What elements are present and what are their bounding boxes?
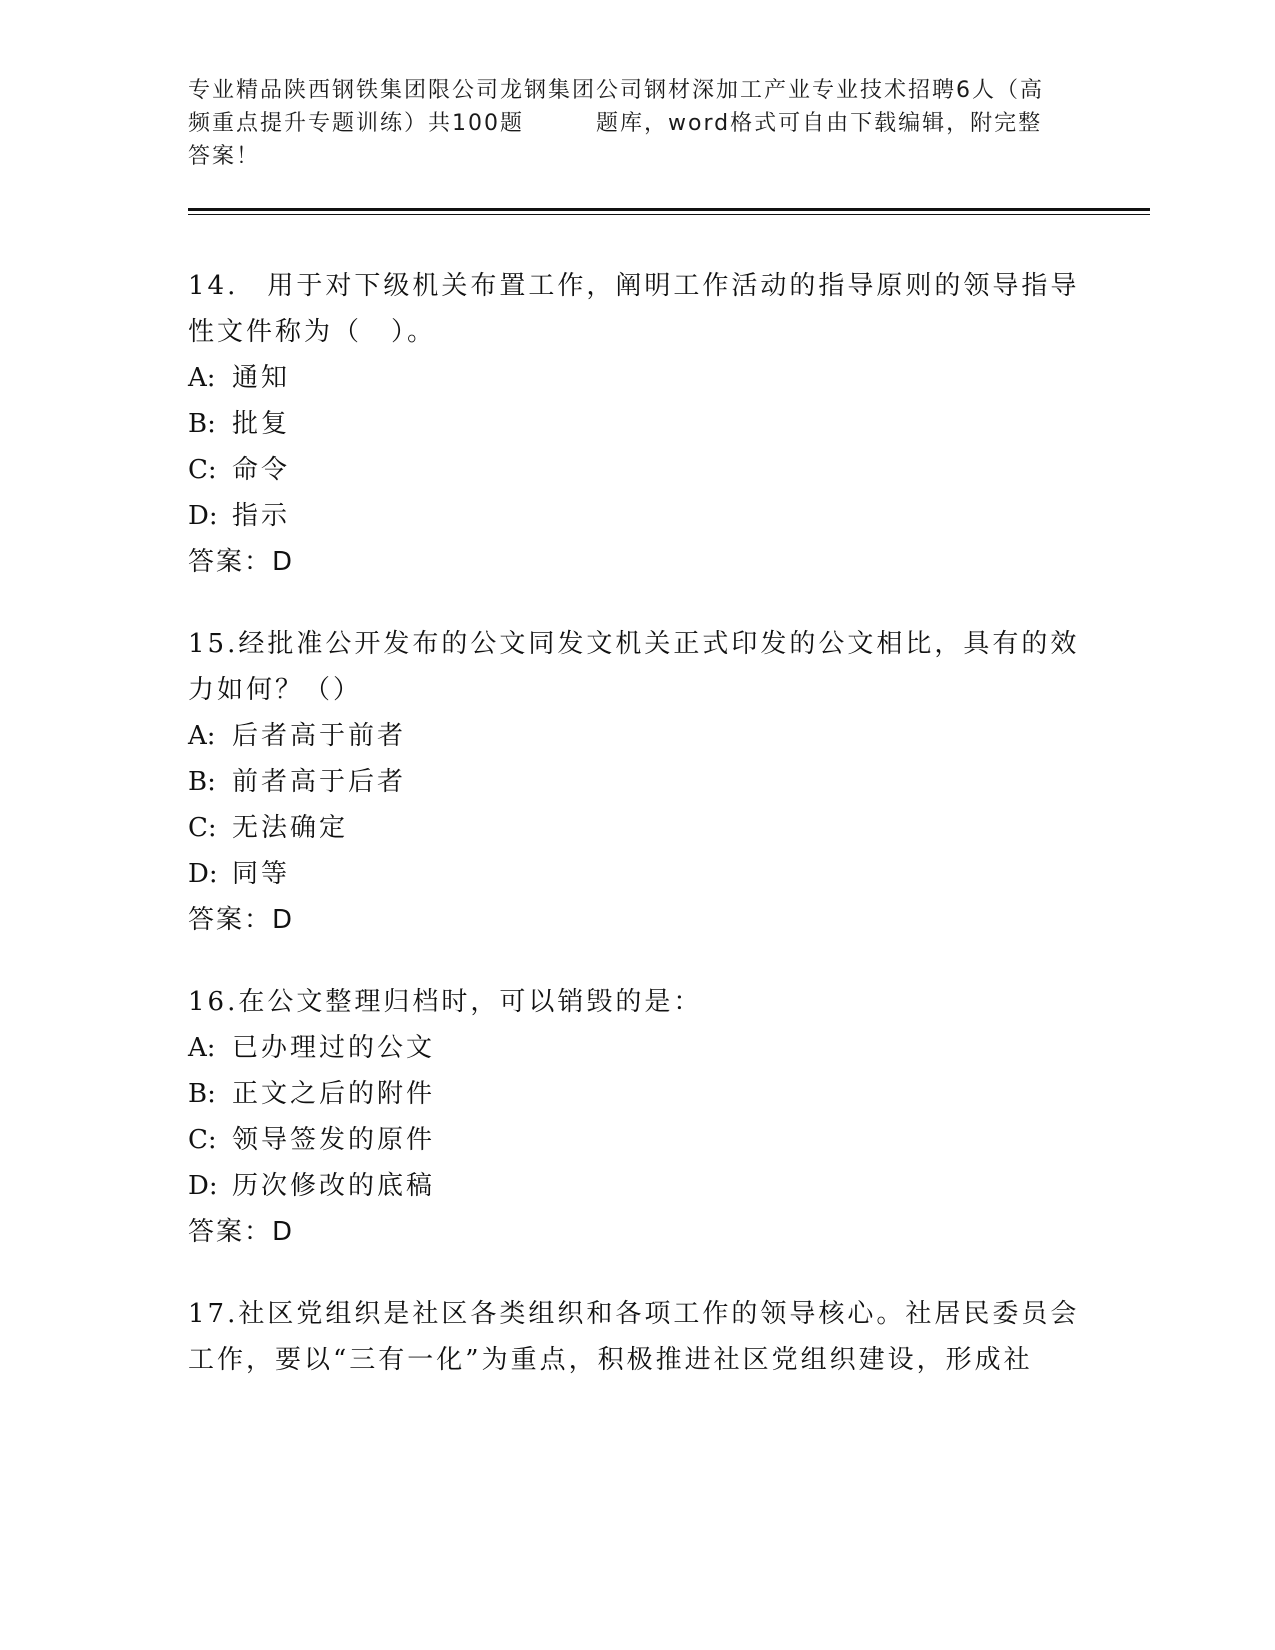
option-key: C: xyxy=(188,455,217,485)
option-key: B: xyxy=(188,409,216,439)
option-key: D: xyxy=(188,1171,218,1201)
option-text: 领导签发的原件 xyxy=(232,1125,436,1155)
option-c xyxy=(188,447,1088,493)
answer-line: 答案：D xyxy=(188,905,295,935)
option-b xyxy=(188,759,1088,805)
answer-line: 答案：D xyxy=(188,1217,295,1247)
option-a xyxy=(188,1025,1088,1071)
header-line-3: 答案！ xyxy=(188,144,261,169)
question-16 xyxy=(188,979,1088,1255)
option-key: A: xyxy=(188,363,216,393)
header-divider-thin xyxy=(188,214,1150,215)
option-text: 已办理过的公文 xyxy=(232,1033,436,1063)
option-key: D: xyxy=(188,501,218,531)
option-d xyxy=(188,493,1088,539)
option-b xyxy=(188,401,1088,447)
option-key: B: xyxy=(188,1079,216,1109)
header-line-1: 专业精品陕西钢铁集团限公司龙钢集团公司钢材深加工产业专业技术招聘6人（高 xyxy=(188,78,1044,103)
header-line-2: 频重点提升专题训练）共100题 题库，word格式可自由下载编辑，附完整 xyxy=(188,111,1043,136)
option-text: 命令 xyxy=(232,455,291,485)
option-key: A: xyxy=(188,721,216,751)
option-a xyxy=(188,713,1088,759)
header-divider-thick xyxy=(188,208,1150,211)
option-c xyxy=(188,805,1088,851)
question-15 xyxy=(188,621,1088,943)
question-list xyxy=(188,263,1088,1419)
question-17 xyxy=(188,1291,1088,1383)
option-text: 同等 xyxy=(232,859,291,889)
option-text: 通知 xyxy=(232,363,291,393)
option-text: 批复 xyxy=(232,409,291,439)
option-text: 无法确定 xyxy=(232,813,349,843)
question-stem: 16.在公文整理归档时，可以销毁的是： xyxy=(188,987,703,1017)
answer-line: 答案：D xyxy=(188,547,295,577)
option-text: 后者高于前者 xyxy=(232,721,407,751)
option-key: C: xyxy=(188,1125,217,1155)
question-14 xyxy=(188,263,1088,585)
option-text: 历次修改的底稿 xyxy=(232,1171,436,1201)
option-key: A: xyxy=(188,1033,216,1063)
option-text: 前者高于后者 xyxy=(232,767,407,797)
question-stem: 15.经批准公开发布的公文同发文机关正式印发的公文相比，具有的效力如何？（） xyxy=(188,629,1080,705)
option-text: 正文之后的附件 xyxy=(232,1079,436,1109)
option-key: C: xyxy=(188,813,217,843)
option-key: B: xyxy=(188,767,216,797)
option-a xyxy=(188,355,1088,401)
question-stem: 17.社区党组织是社区各类组织和各项工作的领导核心。社居民委员会工作，要以“三有一化”为重点，积极推进社区党组织建设，形成社 xyxy=(188,1299,1080,1375)
option-d xyxy=(188,1163,1088,1209)
option-d xyxy=(188,851,1088,897)
option-c xyxy=(188,1117,1088,1163)
option-b xyxy=(188,1071,1088,1117)
option-text: 指示 xyxy=(232,501,291,531)
option-key: D: xyxy=(188,859,218,889)
question-stem: 14. 用于对下级机关布置工作，阐明工作活动的指导原则的领导指导性文件称为（ ）。 xyxy=(188,271,1080,347)
document-header xyxy=(188,74,1088,173)
